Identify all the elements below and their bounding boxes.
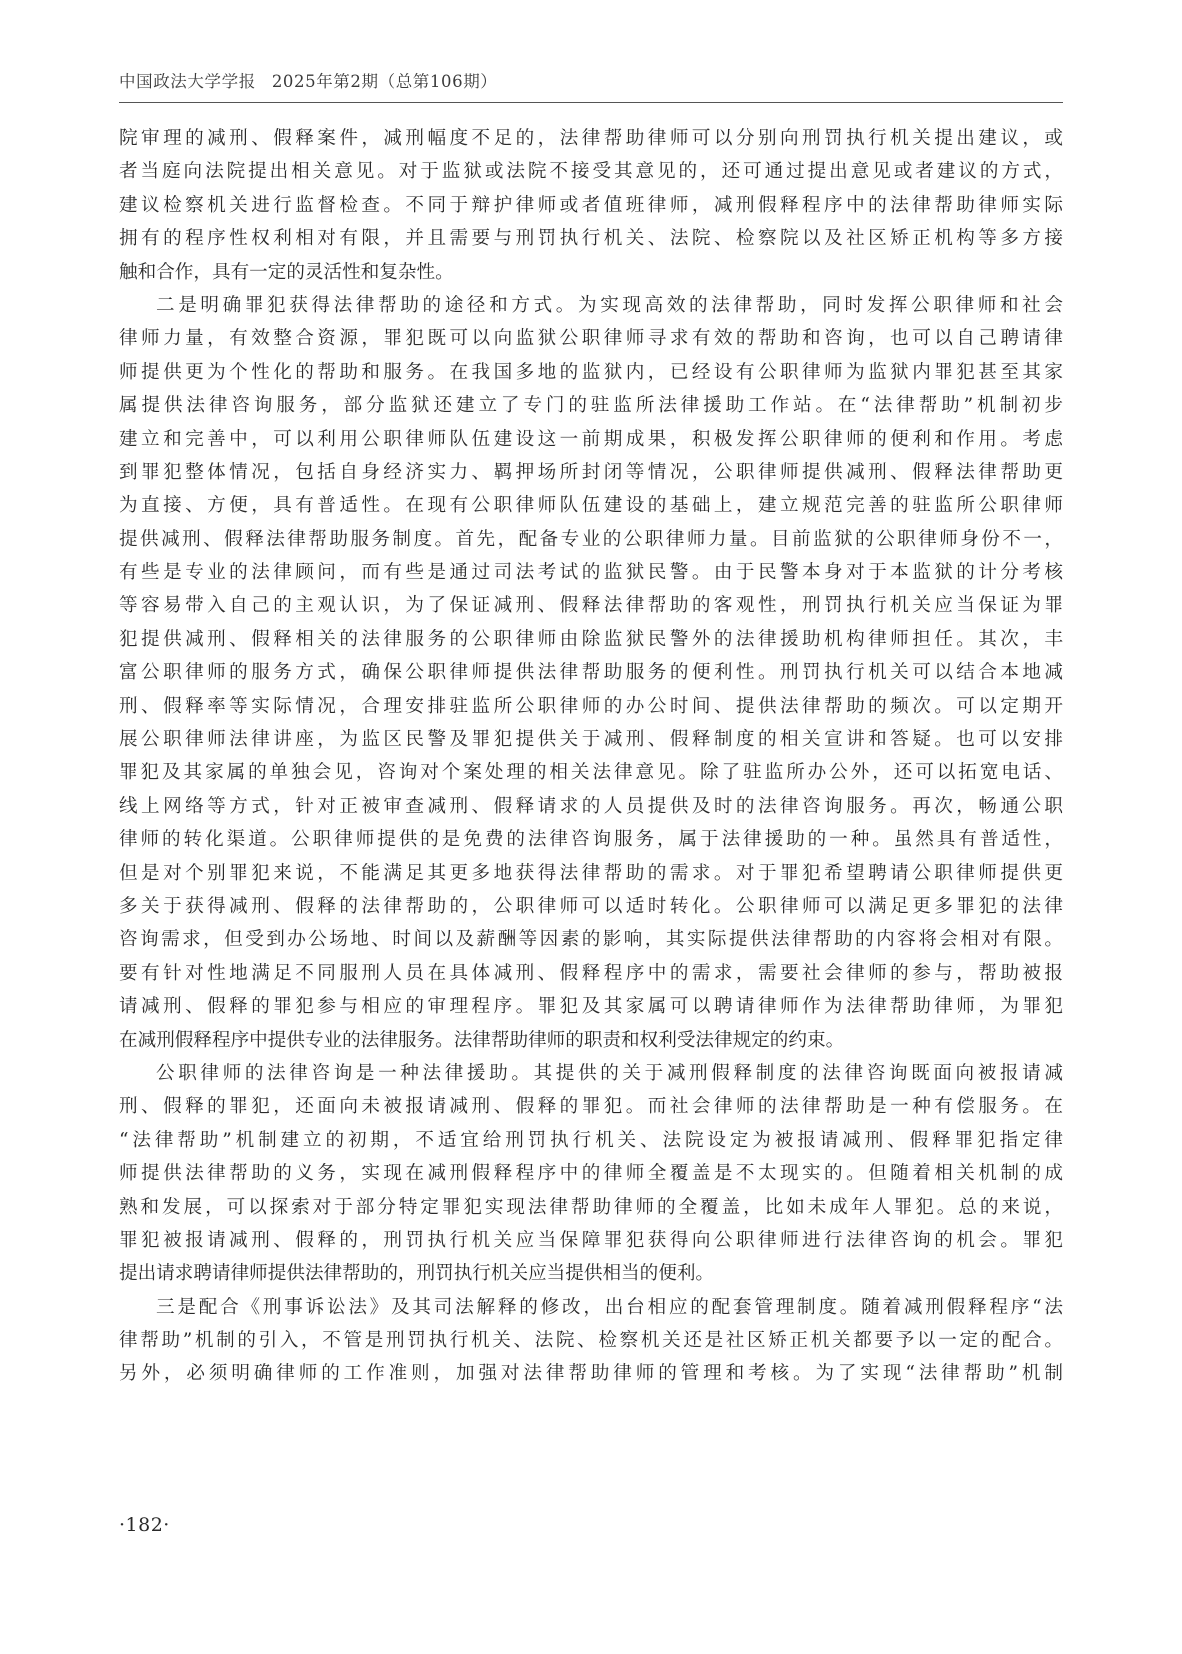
text-line: 三是配合《刑事诉讼法》及其司法解释的修改，出台相应的配套管理制度。随着减刑假释程序“法 bbox=[156, 1296, 1063, 1318]
text-line: 但是对个别罪犯来说，不能满足其更多地获得法律帮助的需求。对于罪犯希望聘请公职律师提供更 bbox=[119, 862, 1063, 884]
journal-title: 中国政法大学学报 bbox=[119, 72, 256, 91]
text-line: 公职律师的法律咨询是一种法律援助。其提供的关于减刑假释制度的法律咨询既面向被报请减 bbox=[156, 1062, 1063, 1084]
text-line: 罪犯及其家属的单独会见，咨询对个案处理的相关法律意见。除了驻监所办公外，还可以拓宽电话、 bbox=[119, 762, 1063, 784]
text-line: 提供减刑、假释法律帮助服务制度。首先，配备专业的公职律师力量。目前监狱的公职律师身份不一， bbox=[119, 528, 1063, 550]
text-line: 触和合作，具有一定的灵活性和复杂性。 bbox=[119, 261, 454, 283]
paragraph-3 bbox=[119, 1057, 1063, 1291]
text-line: 要有针对性地满足不同服刑人员在具体减刑、假释程序中的需求，需要社会律师的参与，帮助被报 bbox=[119, 962, 1063, 984]
text-line: 提出请求聘请律师提供法律帮助的，刑罚执行机关应当提供相当的便利。 bbox=[119, 1263, 715, 1285]
text-line: 师提供法律帮助的义务，实现在减刑假释程序中的律师全覆盖是不太现实的。但随着相关机制的成 bbox=[119, 1163, 1063, 1185]
text-line: 犯提供减刑、假释相关的法律服务的公职律师由除监狱民警外的法律援助机构律师担任。其次，丰 bbox=[119, 628, 1063, 650]
text-line: 咨询需求，但受到办公场地、时间以及薪酬等因素的影响，其实际提供法律帮助的内容将会相对有限。 bbox=[119, 929, 1063, 951]
text-line: 线上网络等方式，针对正被审查减刑、假释请求的人员提供及时的法律咨询服务。再次，畅通公职 bbox=[119, 795, 1063, 817]
text-line: 有些是专业的法律顾问，而有些是通过司法考试的监狱民警。由于民警本身对于本监狱的计分考核 bbox=[119, 562, 1063, 584]
text-line: 律师力量，有效整合资源，罪犯既可以向监狱公职律师寻求有效的帮助和咨询，也可以自己聘请律 bbox=[119, 328, 1063, 350]
text-line: 为直接、方便，具有普适性。在现有公职律师队伍建设的基础上，建立规范完善的驻监所公职律师 bbox=[119, 495, 1063, 517]
paragraph-1 bbox=[119, 122, 1063, 289]
text-line: 师提供更为个性化的帮助和服务。在我国多地的监狱内，已经设有公职律师为监狱内罪犯甚至其家 bbox=[119, 361, 1063, 383]
text-line: 另外，必须明确律师的工作准则，加强对法律帮助律师的管理和考核。为了实现“法律帮助”机制 bbox=[119, 1363, 1063, 1385]
article-body bbox=[119, 122, 1063, 1391]
text-line: 富公职律师的服务方式，确保公职律师提供法律帮助服务的便利性。刑罚执行机关可以结合本地减 bbox=[119, 662, 1063, 684]
text-line: 刑、假释率等实际情况，合理安排驻监所公职律师的办公时间、提供法律帮助的频次。可以定期开 bbox=[119, 695, 1063, 717]
paragraph-2 bbox=[119, 289, 1063, 1057]
text-line: 建立和完善中，可以利用公职律师队伍建设这一前期成果，积极发挥公职律师的便利和作用。考虑 bbox=[119, 428, 1063, 450]
text-line: 律师的转化渠道。公职律师提供的是免费的法律咨询服务，属于法律援助的一种。虽然具有普适性， bbox=[119, 829, 1063, 851]
text-line: 请减刑、假释的罪犯参与相应的审理程序。罪犯及其家属可以聘请律师作为法律帮助律师，为罪犯 bbox=[119, 996, 1063, 1018]
text-line: 熟和发展，可以探索对于部分特定罪犯实现法律帮助律师的全覆盖，比如未成年人罪犯。总的来说， bbox=[119, 1196, 1063, 1218]
text-line: 多关于获得减刑、假释的法律帮助的，公职律师可以适时转化。公职律师可以满足更多罪犯的法律 bbox=[119, 895, 1063, 917]
text-line: 二是明确罪犯获得法律帮助的途径和方式。为实现高效的法律帮助，同时发挥公职律师和社会 bbox=[156, 294, 1063, 316]
text-line: 律帮助”机制的引入，不管是刑罚执行机关、法院、检察机关还是社区矫正机关都要予以一定的配合。 bbox=[119, 1330, 1063, 1352]
text-line: 到罪犯整体情况，包括自身经济实力、羁押场所封闭等情况，公职律师提供减刑、假释法律帮助更 bbox=[119, 461, 1063, 483]
text-line: 等容易带入自己的主观认识，为了保证减刑、假释法律帮助的客观性，刑罚执行机关应当保证为罪 bbox=[119, 595, 1063, 617]
text-line: “法律帮助”机制建立的初期，不适宜给刑罚执行机关、法院设定为被报请减刑、假释罪犯指定律 bbox=[119, 1129, 1063, 1151]
running-header bbox=[119, 68, 1063, 92]
text-line: 院审理的减刑、假释案件，减刑幅度不足的，法律帮助律师可以分别向刑罚执行机关提出建议，或 bbox=[119, 128, 1063, 149]
text-line: 刑、假释的罪犯，还面向未被报请减刑、假释的罪犯。而社会律师的法律帮助是一种有偿服务。在 bbox=[119, 1096, 1063, 1118]
issue-info: 2025年第2期（总第106期） bbox=[271, 72, 498, 91]
text-line: 属提供法律咨询服务，部分监狱还建立了专门的驻监所法律援助工作站。在“法律帮助”机制初步 bbox=[119, 395, 1063, 417]
paragraph-4 bbox=[119, 1291, 1063, 1391]
header-rule bbox=[119, 102, 1063, 103]
text-line: 拥有的程序性权利相对有限，并且需要与刑罚执行机关、法院、检察院以及社区矫正机构等多方接 bbox=[119, 228, 1063, 250]
text-line: 者当庭向法院提出相关意见。对于监狱或法院不接受其意见的，还可通过提出意见或者建议的方式， bbox=[119, 161, 1063, 183]
text-line: 罪犯被报请减刑、假释的，刑罚执行机关应当保障罪犯获得向公职律师进行法律咨询的机会。罪犯 bbox=[119, 1229, 1063, 1251]
text-line: 展公职律师法律讲座，为监区民警及罪犯提供关于减刑、假释制度的相关宣讲和答疑。也可以安排 bbox=[119, 729, 1063, 751]
page-number: ·182· bbox=[119, 1514, 170, 1536]
text-line: 建议检察机关进行监督检查。不同于辩护律师或者值班律师，减刑假释程序中的法律帮助律师实际 bbox=[119, 194, 1063, 216]
text-line: 在减刑假释程序中提供专业的法律服务。法律帮助律师的职责和权利受法律规定的约束。 bbox=[119, 1029, 845, 1051]
